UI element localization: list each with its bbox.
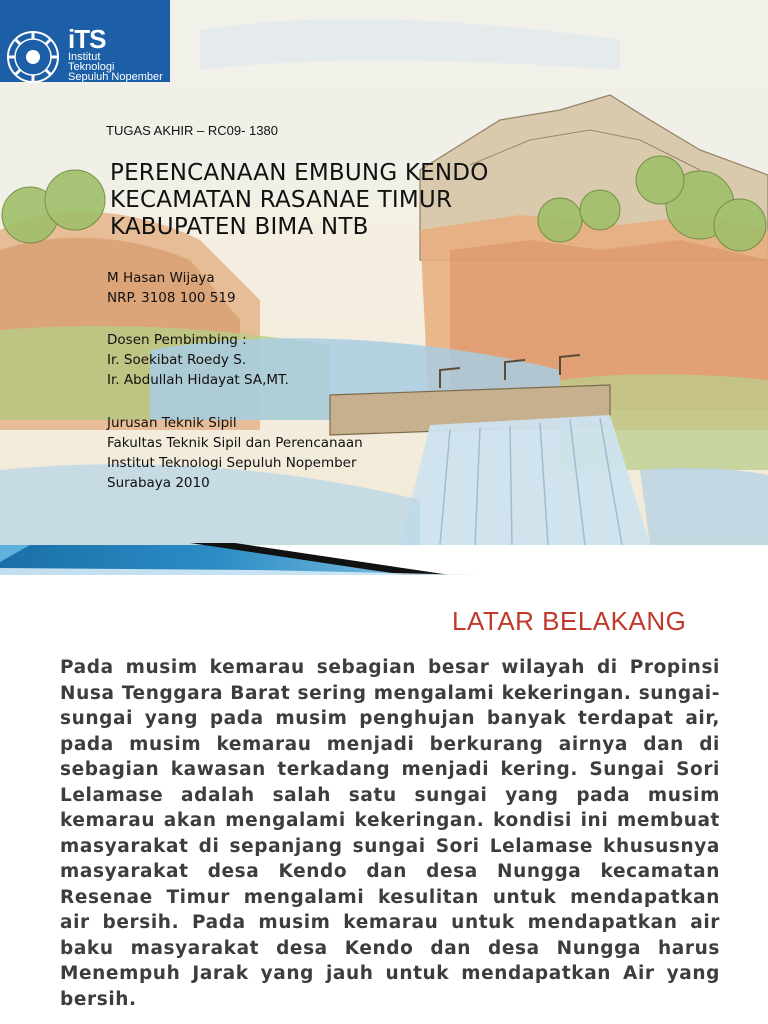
institution-block bbox=[107, 413, 363, 493]
its-wordmark: iTS bbox=[68, 24, 106, 54]
supervisor-name: Ir. Abdullah Hidayat SA,MT. bbox=[107, 372, 289, 388]
title-line: KECAMATAN RASANAE TIMUR bbox=[110, 187, 453, 213]
supervisor-block bbox=[107, 330, 289, 390]
logo-line-1: Institut bbox=[68, 51, 101, 63]
body-paragraph: Pada musim kemarau sebagian besar wilayah di Propinsi Nusa Tenggara Barat sering mengalami kekeringan. sungai-sungai yang pada musim penghujan banyak terdapat air, pada musim kemarau menjadi berkurang airnya dan di sebagian kawasan terkadang menjadi kering. Sungai Sori Lelamase adalah salah satu sungai yang pada musim kemarau akan mengalami kekeringan. kondisi ini membuat masyarakat di sepanjang sungai Sori Lelamase khususnya masyarakat desa Kendo dan desa Nungga kecamatan Resenae Timur mengalami kesulitan untuk mendapatkan air bersih. Pada musim kemarau untuk mendapatkan air baku masyarakat desa Kendo dan desa Nungga harus Menempuh Jarak yang jauh untuk mendapatkan Air yang bersih. bbox=[60, 657, 720, 1010]
title-line: PERENCANAAN EMBUNG KENDO bbox=[110, 160, 489, 186]
section-heading: LATAR BELAKANG bbox=[452, 606, 687, 636]
section-body bbox=[60, 655, 720, 1024]
institution-line: Surabaya 2010 bbox=[107, 475, 210, 491]
logo-line-2: Teknologi bbox=[68, 61, 115, 73]
title-line: KABUPATEN BIMA NTB bbox=[110, 214, 369, 240]
author-nrp: NRP. 3108 100 519 bbox=[107, 290, 236, 306]
thesis-title bbox=[110, 160, 630, 241]
slide-separator-band bbox=[0, 540, 768, 580]
its-emblem-icon bbox=[6, 30, 60, 84]
institution-line: Jurusan Teknik Sipil bbox=[107, 415, 237, 431]
author-name: M Hasan Wijaya bbox=[107, 270, 215, 286]
institution-line: Fakultas Teknik Sipil dan Perencanaan bbox=[107, 435, 363, 451]
supervisor-name: Ir. Soekibat Roedy S. bbox=[107, 352, 247, 368]
author-block bbox=[107, 268, 236, 308]
thesis-code: TUGAS AKHIR – RC09- 1380 bbox=[106, 123, 278, 138]
its-logo bbox=[0, 0, 170, 82]
logo-line-3: Sepuluh Nopember bbox=[68, 71, 163, 83]
supervisor-label: Dosen Pembimbing : bbox=[107, 332, 247, 348]
institution-line: Institut Teknologi Sepuluh Nopember bbox=[107, 455, 357, 471]
